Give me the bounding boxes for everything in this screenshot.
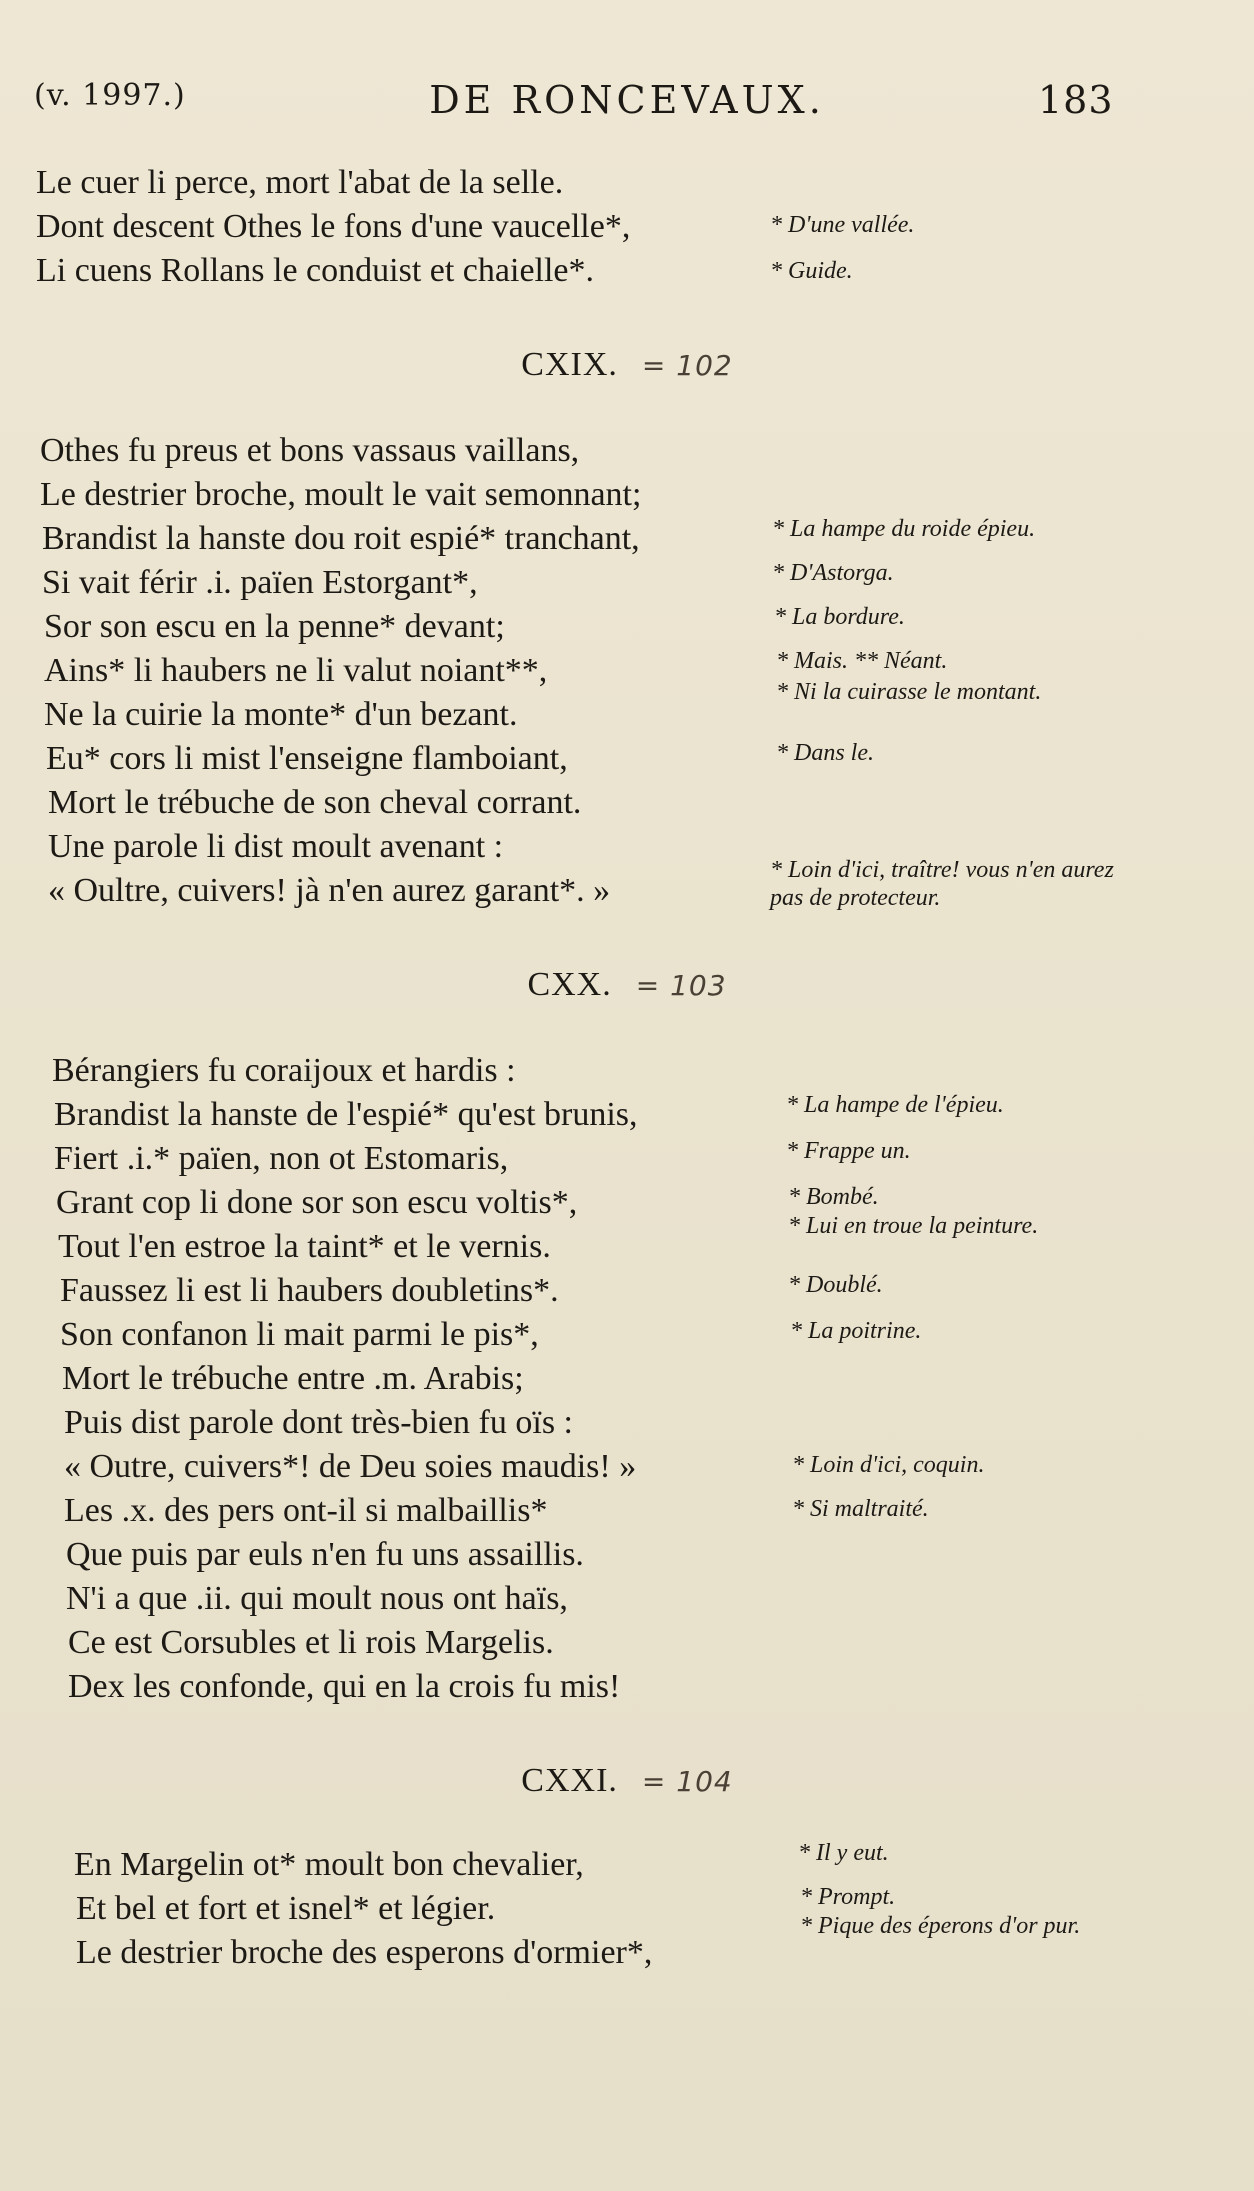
- verse-line: Son confanon li mait parmi le pis*,: [60, 1316, 539, 1353]
- verse-line: Ains* li haubers ne li valut noiant**,: [44, 652, 548, 689]
- gloss-note: * Lui en troue la peinture.: [788, 1213, 1039, 1239]
- section-heading-cxx: [0, 966, 1254, 1004]
- verse-line: « Outre, cuivers*! de Deu soies maudis! »: [64, 1448, 637, 1485]
- verse-line: N'i a que .ii. qui moult nous ont haïs,: [66, 1580, 568, 1617]
- section-label: CXXI.: [521, 1762, 618, 1799]
- verse-line: Et bel et fort et isnel* et légier.: [76, 1890, 496, 1927]
- gloss-note: * Loin d'ici, coquin.: [792, 1452, 985, 1478]
- verse-line: Bérangiers fu coraijoux et hardis :: [52, 1052, 516, 1089]
- gloss-note: * Mais. ** Néant.: [776, 648, 948, 674]
- page-number: 183: [1038, 78, 1114, 122]
- gloss-note: * La bordure.: [774, 604, 905, 630]
- running-title: DE RONCEVAUX.: [429, 78, 825, 122]
- gloss-note: * Bombé.: [788, 1184, 879, 1210]
- verse-line: Brandist la hanste dou roit espié* tranchant,: [42, 520, 640, 557]
- verse-line: Dex les confonde, qui en la crois fu mis!: [68, 1668, 621, 1705]
- gloss-note: * Loin d'ici, traître! vous n'en aurez pas de protecteur.: [770, 857, 1114, 911]
- gloss-note: * Frappe un.: [786, 1138, 911, 1164]
- verse-line: Que puis par euls n'en fu uns assaillis.: [66, 1536, 584, 1573]
- gloss-note: * Guide.: [770, 258, 853, 284]
- verse-line: Mort le trébuche de son cheval corrant.: [48, 784, 582, 821]
- verse-line: Le destrier broche, moult le vait semonnant;: [40, 476, 642, 513]
- verse-line: Le cuer li perce, mort l'abat de la selle.: [36, 164, 564, 201]
- gloss-note: * Doublé.: [788, 1272, 883, 1298]
- verse-line: Tout l'en estroe la taint* et le vernis.: [58, 1228, 551, 1265]
- handwritten-mark: = 102: [641, 349, 733, 382]
- section-label: CXIX.: [521, 346, 618, 383]
- verse-line: Brandist la hanste de l'espié* qu'est brunis,: [54, 1096, 638, 1133]
- verse-line: Sor son escu en la penne* devant;: [44, 608, 505, 645]
- verse-line: Dont descent Othes le fons d'une vaucelle*,: [36, 208, 631, 245]
- verse-line: Les .x. des pers ont-il si malbaillis*: [64, 1492, 548, 1529]
- section-heading-cxix: [0, 346, 1254, 384]
- verse-line: Othes fu preus et bons vassaus vaillans,: [40, 432, 580, 469]
- verse-line: Si vait férir .i. païen Estorgant*,: [42, 564, 478, 601]
- gloss-note: * Ni la cuirasse le montant.: [776, 679, 1042, 705]
- gloss-note: * La hampe du roide épieu.: [772, 516, 1036, 542]
- verse-line: « Oultre, cuivers! jà n'en aurez garant*. »: [48, 872, 611, 909]
- verse-line: Mort le trébuche entre .m. Arabis;: [62, 1360, 524, 1397]
- verse-line: Le destrier broche des esperons d'ormier*,: [76, 1934, 653, 1971]
- handwritten-mark: = 104: [641, 1765, 733, 1798]
- gloss-note: * Il y eut.: [798, 1840, 889, 1866]
- gloss-note: * D'une vallée.: [770, 212, 915, 238]
- gloss-note: * D'Astorga.: [772, 560, 894, 586]
- gloss-note: * Si maltraité.: [792, 1496, 929, 1522]
- gloss-note: * Pique des éperons d'or pur.: [800, 1913, 1081, 1939]
- verse-line: Puis dist parole dont très-bien fu oïs :: [64, 1404, 574, 1441]
- section-label: CXX.: [527, 966, 612, 1003]
- section-heading-cxxi: [0, 1762, 1254, 1800]
- verse-line: Ce est Corsubles et li rois Margelis.: [68, 1624, 554, 1661]
- handwritten-mark: = 103: [635, 969, 727, 1002]
- gloss-note: * Dans le.: [776, 740, 874, 766]
- verse-line: Faussez li est li haubers doubletins*.: [60, 1272, 559, 1309]
- verse-reference: (v. 1997.): [34, 78, 186, 113]
- verse-line: Eu* cors li mist l'enseigne flamboiant,: [46, 740, 568, 777]
- verse-line: En Margelin ot* moult bon chevalier,: [74, 1846, 584, 1883]
- verse-line: Une parole li dist moult avenant :: [48, 828, 504, 865]
- verse-line: Ne la cuirie la monte* d'un bezant.: [44, 696, 518, 733]
- verse-line: Fiert .i.* païen, non ot Estomaris,: [54, 1140, 509, 1177]
- gloss-note: * La poitrine.: [790, 1318, 922, 1344]
- verse-line: Li cuens Rollans le conduist et chaielle*.: [36, 252, 595, 289]
- verse-line: Grant cop li done sor son escu voltis*,: [56, 1184, 578, 1221]
- gloss-note: * La hampe de l'épieu.: [786, 1092, 1004, 1118]
- gloss-note: * Prompt.: [800, 1884, 896, 1910]
